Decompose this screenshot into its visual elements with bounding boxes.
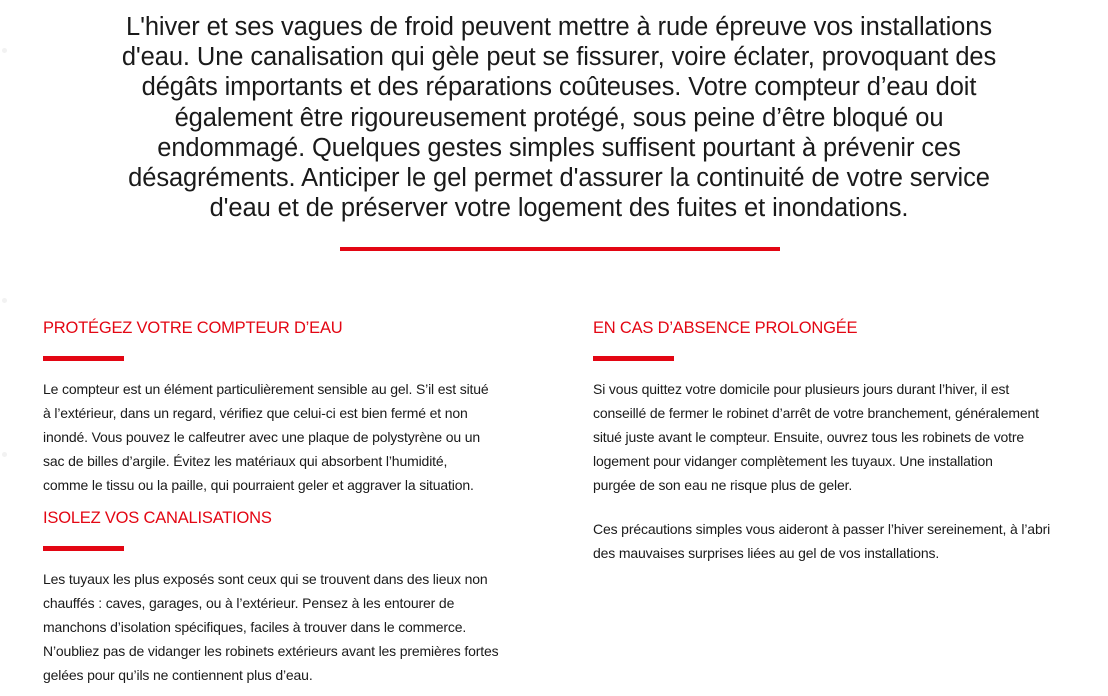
section-body-insulate-pipes bbox=[43, 567, 528, 687]
body-line: manchons d’isolation spécifiques, faciles à trouver dans le commerce. bbox=[43, 619, 467, 635]
intro-divider bbox=[340, 247, 780, 251]
body-line: des mauvaises surprises liées au gel de vos installations. bbox=[593, 545, 940, 561]
intro-line: L'hiver et ses vagues de froid peuvent mettre à rude épreuve vos installations bbox=[126, 13, 992, 41]
body-line: gelées pour qu’ils ne contiennent plus d’eau. bbox=[43, 667, 313, 683]
intro-line: d'eau et de préserver votre logement des fuites et inondations. bbox=[209, 194, 909, 223]
intro-paragraph bbox=[100, 12, 1018, 223]
intro-line: également être rigoureusement protégé, sous peine d’être bloqué ou bbox=[174, 103, 944, 132]
section-body-protect-meter bbox=[43, 377, 528, 497]
section-prolonged-absence bbox=[593, 317, 1083, 565]
section-body-prolonged-absence bbox=[593, 377, 1083, 497]
body-line: situé juste avant le compteur. Ensuite, ouvrez tous les robinets de votre bbox=[593, 429, 1025, 445]
body-line: Si vous quittez votre domicile pour plusieurs jours durant l’hiver, il est bbox=[593, 381, 1010, 397]
body-line: chauffés : caves, garages, ou à l’extérieur. Pensez à les entourer de bbox=[43, 595, 455, 611]
section-title-prolonged-absence: EN CAS D’ABSENCE PROLONGÉE bbox=[593, 319, 858, 337]
body-line: purgée de son eau ne risque plus de geler. bbox=[593, 477, 853, 493]
edge-marker bbox=[2, 298, 7, 303]
body-line: à l’extérieur, dans un regard, vérifiez que celui-ci est bien fermé et non bbox=[43, 405, 468, 421]
intro-line: d'eau. Une canalisation qui gèle peut se fissurer, voire éclater, provoquant des bbox=[121, 43, 997, 72]
section-title-insulate-pipes: ISOLEZ VOS CANALISATIONS bbox=[43, 509, 272, 527]
section-underline bbox=[43, 546, 124, 551]
body-line: conseillé de fermer le robinet d’arrêt de votre branchement, généralement bbox=[593, 405, 1039, 421]
body-line: logement pour vidanger complètement les tuyaux. Une installation bbox=[593, 453, 993, 469]
section-closing-paragraph bbox=[593, 517, 1083, 565]
edge-marker bbox=[2, 452, 7, 457]
intro-line: dégâts importants et des réparations coûteuses. Votre compteur d’eau doit bbox=[141, 73, 977, 102]
section-underline bbox=[43, 356, 124, 361]
body-line: Les tuyaux les plus exposés sont ceux qui se trouvent dans des lieux non bbox=[43, 571, 488, 587]
section-insulate-pipes bbox=[43, 507, 528, 687]
section-protect-meter bbox=[43, 317, 528, 497]
body-line: comme le tissu ou la paille, qui pourraient geler et aggraver la situation. bbox=[43, 477, 474, 493]
intro-line: désagréments. Anticiper le gel permet d'assurer la continuité de votre service bbox=[128, 164, 990, 193]
body-line: sac de billes d’argile. Évitez les matériaux qui absorbent l’humidité, bbox=[43, 453, 448, 469]
body-line: inondé. Vous pouvez le calfeutrer avec une plaque de polystyrène ou un bbox=[43, 429, 481, 445]
intro-line: endommagé. Quelques gestes simples suffisent pourtant à prévenir ces bbox=[157, 133, 961, 162]
body-line: Le compteur est un élément particulièrement sensible au gel. S’il est situé bbox=[43, 381, 489, 397]
body-line: N’oubliez pas de vidanger les robinets extérieurs avant les premières fortes bbox=[43, 643, 499, 659]
section-title-protect-meter: PROTÉGEZ VOTRE COMPTEUR D’EAU bbox=[43, 319, 343, 337]
body-line: Ces précautions simples vous aideront à passer l’hiver sereinement, à l’abri bbox=[593, 521, 1051, 537]
edge-marker bbox=[2, 48, 7, 53]
section-underline bbox=[593, 356, 674, 361]
